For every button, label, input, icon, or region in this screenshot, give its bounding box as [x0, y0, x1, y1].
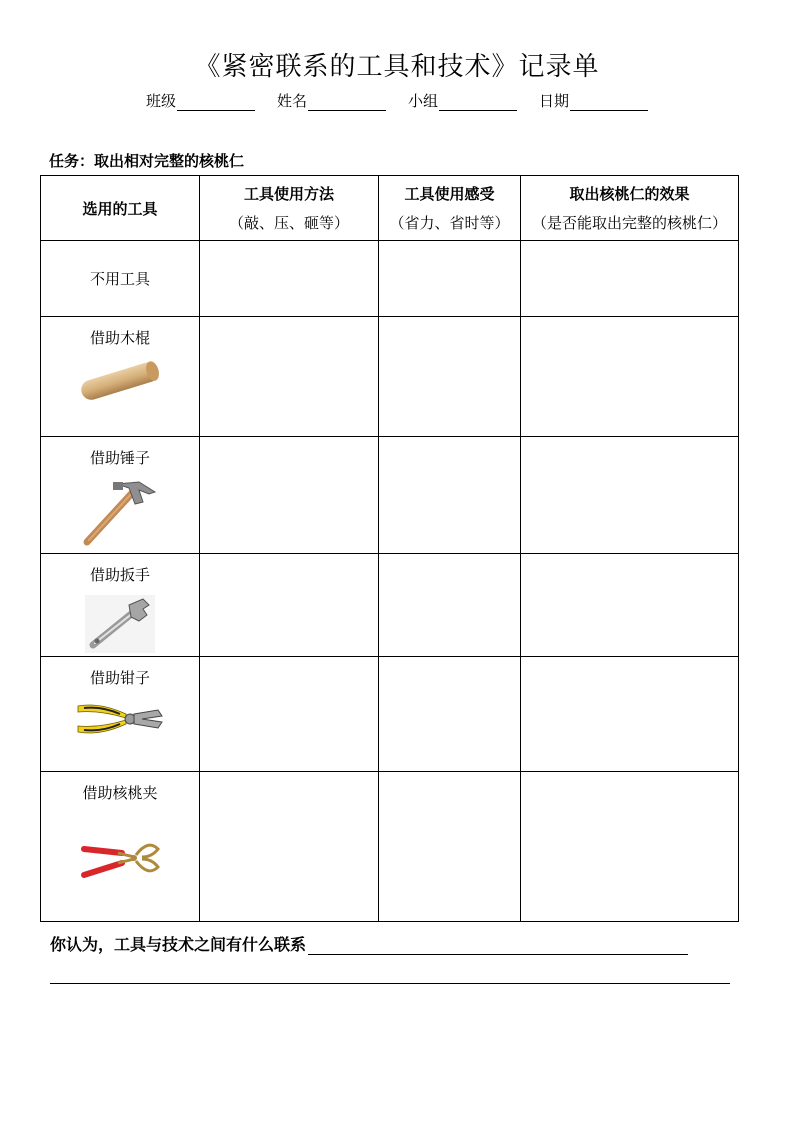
method-cell[interactable] — [200, 317, 379, 437]
question-text: 你认为，工具与技术之间有什么联系 — [50, 935, 307, 954]
tool-label: 借助核桃夹 — [82, 784, 158, 802]
group-label: 小组 — [408, 92, 439, 110]
tool-label: 借助锤子 — [89, 449, 150, 467]
table-header-row — [41, 176, 739, 241]
name-blank[interactable] — [308, 94, 386, 111]
date-blank[interactable] — [570, 94, 648, 111]
student-info-row — [0, 90, 794, 111]
tool-label: 借助钳子 — [89, 669, 150, 687]
date-label: 日期 — [539, 92, 570, 110]
reflection-question — [50, 932, 688, 955]
group-field[interactable] — [408, 90, 517, 111]
class-field[interactable] — [146, 90, 255, 111]
tool-cell — [41, 772, 200, 922]
tool-cell — [41, 554, 200, 657]
class-label: 班级 — [145, 92, 176, 110]
tool-cell — [41, 241, 200, 317]
effect-cell[interactable] — [521, 317, 739, 437]
header-method: 工具使用方法 （敲、压、砸等） — [200, 176, 379, 241]
method-cell[interactable] — [200, 437, 379, 554]
tool-cell — [41, 317, 200, 437]
wrench-icon — [85, 595, 155, 653]
table-row — [41, 772, 739, 922]
method-cell[interactable] — [200, 657, 379, 772]
feeling-cell[interactable] — [379, 657, 521, 772]
answer-line-second[interactable] — [50, 983, 730, 984]
record-table — [40, 175, 739, 922]
pliers-icon — [76, 698, 164, 742]
tool-label: 不用工具 — [89, 270, 150, 288]
effect-cell[interactable] — [521, 437, 739, 554]
header-tool: 选用的工具 — [41, 176, 200, 241]
tool-label: 借助木棍 — [89, 329, 150, 347]
method-cell[interactable] — [200, 772, 379, 922]
table-row — [41, 241, 739, 317]
table-row — [41, 317, 739, 437]
task-heading: 任务：取出相对完整的核桃仁 — [49, 152, 245, 170]
feeling-cell[interactable] — [379, 317, 521, 437]
feeling-cell[interactable] — [379, 241, 521, 317]
header-feeling: 工具使用感受 （省力、省时等） — [379, 176, 521, 241]
wooden-stick-icon — [72, 358, 168, 404]
effect-cell[interactable] — [521, 241, 739, 317]
date-field[interactable] — [539, 90, 648, 111]
tool-cell — [41, 437, 200, 554]
effect-cell[interactable] — [521, 554, 739, 657]
feeling-cell[interactable] — [379, 772, 521, 922]
header-effect: 取出核桃仁的效果 （是否能取出完整的核桃仁） — [521, 176, 739, 241]
effect-cell[interactable] — [521, 657, 739, 772]
group-blank[interactable] — [439, 94, 517, 111]
hammer-icon — [77, 478, 163, 548]
tool-label: 借助扳手 — [89, 566, 150, 584]
answer-line[interactable] — [308, 936, 688, 955]
effect-cell[interactable] — [521, 772, 739, 922]
method-cell[interactable] — [200, 241, 379, 317]
class-blank[interactable] — [177, 94, 255, 111]
feeling-cell[interactable] — [379, 554, 521, 657]
nutcracker-icon — [78, 835, 162, 885]
table-row — [41, 554, 739, 657]
method-cell[interactable] — [200, 554, 379, 657]
page-title: 《紧密联系的工具和技术》记录单 — [194, 52, 600, 82]
table-row — [41, 437, 739, 554]
tool-cell — [41, 657, 200, 772]
name-label: 姓名 — [276, 92, 307, 110]
name-field[interactable] — [277, 90, 386, 111]
feeling-cell[interactable] — [379, 437, 521, 554]
table-row — [41, 657, 739, 772]
